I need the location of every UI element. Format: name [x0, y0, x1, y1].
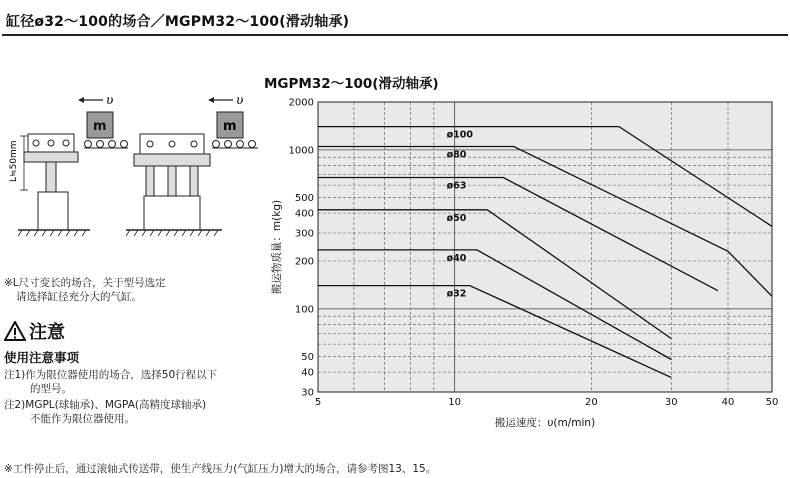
diagram-left [9, 93, 128, 236]
velocity-label-2: υ [236, 93, 244, 107]
y-tick-label-5: 300 [294, 228, 314, 240]
series-label-1: ø80 [446, 149, 467, 161]
l-dimension-note [4, 276, 166, 304]
mass-label: m [93, 119, 107, 134]
page-header [2, 6, 788, 36]
caution-title-text: 注意 [29, 322, 65, 343]
note1-line2: 的型号。 [30, 383, 72, 395]
caution-block [4, 318, 260, 426]
chart-svg [262, 70, 790, 442]
x-tick-label-3: 30 [664, 397, 678, 408]
warning-triangle-icon [4, 321, 26, 341]
caution-note-2 [4, 398, 260, 426]
stopper-diagram [0, 86, 260, 254]
l-note-line2: 请选择缸径充分大的气缸。 [16, 291, 142, 303]
series-label-3: ø50 [446, 212, 467, 224]
y-tick-label-6: 400 [294, 208, 314, 220]
note2-line1: 注2)MGPL(球轴承)、MGPA(高精度球轴承) [4, 399, 207, 411]
length-label: L≒50mm [9, 140, 19, 182]
series-label-4: ø40 [446, 252, 467, 264]
chart-title: MGPM32～100(滑动轴承) [264, 76, 439, 92]
caution-note-1 [4, 368, 260, 396]
series-label-0: ø100 [446, 129, 473, 141]
x-tick-label-2: 20 [584, 397, 598, 408]
bottom-note: ※工件停止后，通过滚轴式传送带，使生产线压力(气缸压力)增大的场合，请参考图13、15。 [4, 463, 437, 475]
x-axis-label: 搬运速度：υ(m/min) [494, 417, 596, 429]
y-tick-label-7: 500 [294, 193, 314, 205]
y-tick-label-1: 40 [301, 367, 314, 379]
y-tick-label-3: 100 [294, 304, 314, 316]
l-note-line1: ※L尺寸变长的场合，关于型号选定 [4, 277, 166, 289]
x-tick-label-1: 10 [448, 397, 462, 408]
caution-title [4, 318, 260, 344]
note1-line1: 注1)作为限位器使用的场合，选择50行程以下 [4, 369, 218, 381]
chart-area [262, 70, 790, 442]
plot-background [318, 102, 772, 392]
y-axis-label: 搬运物质量：m(kg) [271, 199, 283, 295]
y-tick-label-9: 2000 [288, 97, 314, 109]
velocity-label: υ [106, 93, 114, 107]
y-tick-label-2: 50 [301, 352, 314, 364]
diagram-right [126, 93, 258, 236]
series-label-5: ø32 [446, 288, 467, 300]
caution-subtitle: 使用注意事项 [4, 350, 80, 365]
x-tick-label-5: 50 [765, 397, 779, 408]
y-tick-label-8: 1000 [288, 145, 314, 157]
page-title: 缸径ø32～100的场合／MGPM32～100(滑动轴承) [6, 14, 350, 30]
y-tick-label-0: 30 [301, 387, 314, 399]
series-label-2: ø63 [446, 180, 467, 192]
x-tick-label-0: 5 [314, 397, 322, 408]
x-tick-label-4: 40 [721, 397, 735, 408]
mass-label-2: m [223, 119, 237, 134]
note2-line2: 不能作为限位器使用。 [30, 413, 135, 425]
y-tick-label-4: 200 [294, 256, 314, 268]
